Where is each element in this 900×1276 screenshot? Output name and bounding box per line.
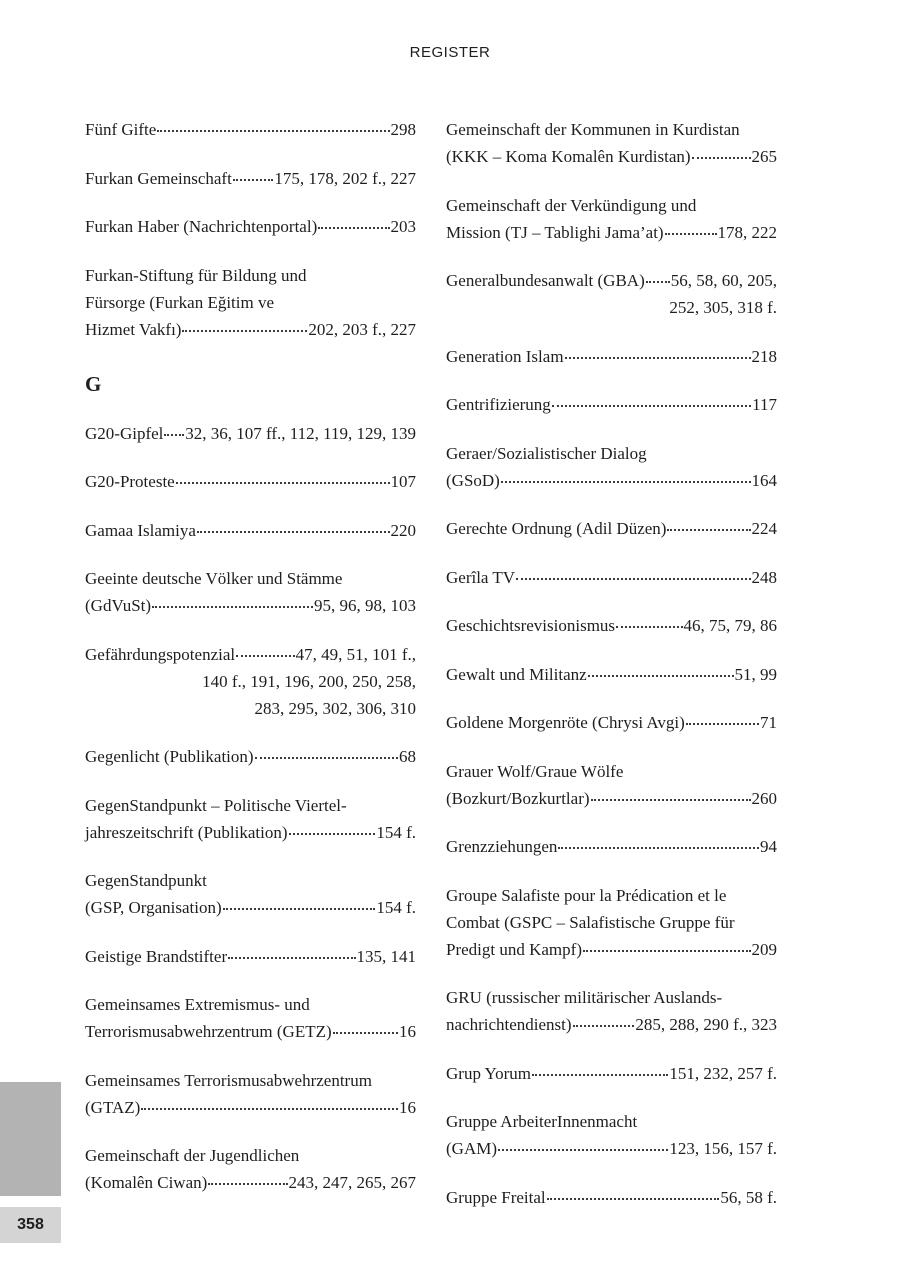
index-term: Gentrifizierung (446, 395, 551, 414)
index-term: Gamaa Islamiya (85, 520, 196, 540)
page-references: 151, 232, 257 f. (669, 1063, 777, 1083)
index-entry-line (85, 468, 416, 495)
index-entry-line (85, 743, 416, 770)
index-term: GegenStandpunkt (85, 871, 207, 890)
page-references: 164 (751, 470, 777, 490)
index-entry-line (85, 116, 416, 143)
index-entry-line (446, 391, 777, 418)
index-term: Fürsorge (Furkan Eğitim ve (85, 292, 275, 312)
index-term: Gemeinsames Extremismus- und (85, 995, 310, 1014)
index-entry-line (85, 641, 416, 668)
index-term: (GdVuSt) (85, 596, 152, 615)
index-term: Furkan Gemeinschaft (85, 168, 232, 188)
index-entry (85, 792, 416, 846)
index-entry-line (85, 1094, 416, 1121)
leader-dots (665, 233, 717, 235)
page-references: 71 (760, 713, 777, 732)
left-entries-before (85, 116, 416, 343)
leader-dots (692, 157, 751, 159)
running-header: REGISTER (409, 44, 491, 61)
index-entry (446, 758, 777, 812)
leader-dots (583, 950, 751, 952)
index-term: (GTAZ) (85, 1097, 141, 1117)
thumb-index-tab (0, 1082, 61, 1196)
index-entry-line (85, 1169, 416, 1196)
page-references: 51, 99 (734, 664, 777, 684)
section-letter: G (85, 371, 102, 396)
leader-dots (289, 833, 376, 835)
index-entry-line (85, 517, 416, 544)
index-entry-line (446, 709, 777, 736)
index-entry-line (85, 819, 416, 846)
index-term: Gemeinschaft der Kommunen in Kurdistan (446, 120, 740, 139)
leader-dots (646, 281, 670, 283)
index-entry-line (85, 1067, 416, 1094)
page-references: 107 (390, 472, 416, 491)
index-term: Gemeinsames Terrorismusabwehrzentrum (85, 1070, 372, 1090)
index-term: Fünf Gifte (85, 120, 157, 139)
leader-dots (208, 1183, 287, 1185)
leader-dots (552, 405, 751, 407)
index-entry-line (446, 564, 777, 591)
index-term: Groupe Salafiste pour la Prédication et le (446, 885, 727, 905)
index-term: G20-Gipfel (85, 423, 164, 443)
index-entry-line (446, 984, 777, 1011)
index-entry (85, 165, 416, 192)
index-entry (446, 343, 777, 370)
index-entry-line (85, 289, 416, 316)
index-term: nachrichtendienst) (446, 1015, 572, 1034)
leader-dots (223, 908, 376, 910)
page-references: 283, 295, 302, 306, 310 (254, 698, 416, 718)
index-entry (85, 641, 416, 722)
leader-dots (565, 357, 751, 359)
right-column (446, 116, 777, 1232)
leader-dots (588, 675, 734, 677)
index-entry-line (446, 1135, 777, 1162)
index-entry-line (85, 943, 416, 970)
index-term: Gewalt und Militanz (446, 664, 587, 684)
page-references: 46, 75, 79, 86 (683, 616, 777, 635)
page-references: 56, 58 f. (720, 1187, 777, 1207)
index-entry-line (85, 991, 416, 1018)
index-entry-line (446, 1060, 777, 1087)
index-term: Gemeinschaft der Verkündigung und (446, 195, 697, 215)
leader-dots (516, 578, 750, 580)
index-entry-line (446, 192, 777, 219)
index-term: Furkan-Stiftung für Bildung und (85, 265, 307, 285)
index-entry (446, 1060, 777, 1087)
page-references: 298 (390, 120, 416, 139)
index-entry-line (85, 867, 416, 894)
index-term: Predigt und Kampf) (446, 939, 582, 959)
page-references: 154 f. (376, 822, 416, 842)
page-references: 95, 96, 98, 103 (314, 596, 416, 615)
leader-dots (333, 1032, 398, 1034)
index-entry (85, 743, 416, 770)
left-entries-after (85, 420, 416, 1197)
index-entry (85, 1142, 416, 1196)
index-entry (446, 564, 777, 591)
index-entry (85, 420, 416, 447)
index-entry (446, 709, 777, 736)
leader-dots (501, 481, 751, 483)
index-entry (446, 391, 777, 418)
leader-dots (182, 330, 307, 332)
index-term: Geeinte deutsche Völker und Stämme (85, 569, 343, 588)
index-term: Geraer/Sozialistischer Dialog (446, 443, 647, 463)
index-term: (GSP, Organisation) (85, 898, 222, 917)
index-entry-line (446, 1108, 777, 1135)
leader-dots (197, 531, 390, 533)
index-term: Goldene Morgenröte (Chrysi Avgi) (446, 713, 685, 732)
index-term: Gegenlicht (Publikation) (85, 747, 254, 766)
index-entry-line (446, 440, 777, 467)
leader-dots (228, 957, 355, 959)
page-references: 265 (751, 147, 777, 166)
page-references: 56, 58, 60, 205, (670, 271, 777, 290)
leader-dots (236, 655, 294, 657)
page-references: 117 (752, 395, 777, 414)
index-entry-line (85, 262, 416, 289)
index-entry-line (446, 612, 777, 639)
index-entry (446, 612, 777, 639)
page-references: 285, 288, 290 f., 323 (635, 1015, 777, 1034)
page-references: 32, 36, 107 ff., 112, 119, 129, 139 (185, 423, 416, 443)
page-references: 224 (751, 519, 777, 538)
index-entry (85, 116, 416, 143)
leader-dots (498, 1149, 668, 1151)
index-term: GRU (russischer militärischer Auslands- (446, 988, 723, 1007)
page-references: 260 (751, 788, 777, 808)
page-references: 68 (399, 747, 416, 766)
index-entry-line (446, 1011, 777, 1038)
leader-dots (547, 1198, 720, 1200)
index-entry-line (446, 833, 777, 860)
page-references: 16 (399, 1022, 416, 1041)
index-term: Geistige Brandstifter (85, 946, 228, 966)
page-references: 16 (399, 1097, 416, 1117)
page-references: 202, 203 f., 227 (308, 319, 416, 339)
page-references: 140 f., 191, 196, 200, 250, 258, (202, 671, 416, 691)
index-entry (85, 517, 416, 544)
index-term: Furkan Haber (Nachrichtenportal) (85, 217, 318, 236)
index-term: Combat (GSPC – Salafistische Gruppe für (446, 912, 735, 932)
index-entry (446, 833, 777, 860)
index-term: Generalbundesanwalt (GBA) (446, 271, 645, 290)
index-entry-line (446, 143, 777, 170)
page-number: 358 (0, 1207, 61, 1243)
index-entry-line (446, 219, 777, 246)
index-entry-line (85, 420, 416, 447)
index-entry-line (85, 565, 416, 592)
index-entry (446, 1108, 777, 1162)
index-entry-line (85, 695, 416, 722)
index-entry (446, 1184, 777, 1211)
page-references: 175, 178, 202 f., 227 (274, 168, 416, 188)
index-entry-line (85, 1142, 416, 1169)
index-term: Gefährdungspotenzial (85, 644, 236, 664)
page-references: 123, 156, 157 f. (669, 1139, 777, 1158)
index-entry (85, 213, 416, 240)
right-entries (446, 116, 777, 1211)
leader-dots (532, 1074, 668, 1076)
page-references: 203 (390, 217, 416, 236)
index-term: (KKK – Koma Komalên Kurdistan) (446, 147, 691, 166)
index-entry (446, 515, 777, 542)
page-references: 248 (751, 567, 777, 587)
index-entry (85, 565, 416, 619)
index-entry-line (446, 467, 777, 494)
leader-dots (141, 1108, 398, 1110)
leader-dots (152, 606, 313, 608)
index-entry (446, 661, 777, 688)
index-term: Terrorismusabwehrzentrum (GETZ) (85, 1022, 332, 1041)
index-entry-line (85, 165, 416, 192)
leader-dots (616, 626, 682, 628)
index-entry (446, 440, 777, 494)
leader-dots (686, 723, 759, 725)
index-term: (GAM) (446, 1139, 497, 1158)
index-entry (446, 882, 777, 963)
index-term: (Bozkurt/Bozkurtlar) (446, 788, 590, 808)
index-entry (446, 267, 777, 321)
index-entry (85, 867, 416, 921)
index-entry (446, 192, 777, 246)
index-entry-line (85, 213, 416, 240)
index-entry-line (446, 758, 777, 785)
leader-dots (591, 799, 751, 801)
page-references: 94 (760, 837, 777, 856)
leader-dots (573, 1025, 635, 1027)
index-entry-line (85, 894, 416, 921)
index-entry-line (446, 267, 777, 294)
page-references: 178, 222 (717, 222, 777, 242)
index-entry (85, 943, 416, 970)
index-entry-line (85, 316, 416, 343)
index-term: jahreszeitschrift (Publikation) (85, 822, 288, 842)
index-term: Grenzziehungen (446, 837, 558, 856)
index-term: Gemeinschaft der Jugendlichen (85, 1146, 300, 1165)
page-references: 209 (751, 939, 777, 959)
index-entry (85, 1067, 416, 1121)
page-references: 243, 247, 265, 267 (288, 1173, 416, 1192)
leader-dots (255, 757, 398, 759)
index-term: Gerechte Ordnung (Adil Düzen) (446, 519, 667, 538)
leader-dots (157, 130, 389, 132)
index-entry (85, 468, 416, 495)
index-entry-line (446, 1184, 777, 1211)
index-entry-line (446, 936, 777, 963)
index-entry-line (446, 294, 777, 321)
index-entry-line (446, 661, 777, 688)
page-references: 218 (751, 346, 777, 366)
index-entry-line (85, 792, 416, 819)
index-term: Gruppe Freital (446, 1187, 546, 1207)
index-term: Grup Yorum (446, 1063, 532, 1083)
leader-dots (233, 179, 274, 181)
index-entry (85, 262, 416, 343)
index-entry-line (85, 1018, 416, 1045)
index-term: (Komalên Ciwan) (85, 1173, 208, 1192)
index-term: Grauer Wolf/Graue Wölfe (446, 761, 624, 781)
page-references: 47, 49, 51, 101 f., (295, 644, 416, 664)
page-references: 135, 141 (356, 946, 416, 966)
left-column (85, 116, 416, 1218)
index-entry-line (446, 785, 777, 812)
index-term: Generation Islam (446, 346, 564, 366)
index-entry-line (446, 882, 777, 909)
page-references: 252, 305, 318 f. (669, 298, 777, 317)
index-entry (446, 984, 777, 1038)
index-entry-line (446, 343, 777, 370)
index-term: Gruppe ArbeiterInnenmacht (446, 1112, 638, 1131)
page-references: 220 (390, 520, 416, 540)
index-term: Mission (TJ – Tablighi Jama’at) (446, 222, 664, 242)
index-entry-line (446, 515, 777, 542)
index-term: Geschichtsrevisionismus (446, 616, 616, 635)
index-entry (85, 991, 416, 1045)
index-entry-line (446, 909, 777, 936)
index-term: G20-Proteste (85, 472, 175, 491)
index-term: GegenStandpunkt – Politische Viertel- (85, 795, 347, 815)
index-entry (446, 116, 777, 170)
index-entry-line (446, 116, 777, 143)
index-term: (GSoD) (446, 470, 500, 490)
leader-dots (558, 847, 759, 849)
leader-dots (667, 529, 750, 531)
leader-dots (318, 227, 389, 229)
leader-dots (164, 434, 184, 436)
index-term: Gerîla TV (446, 567, 516, 587)
leader-dots (176, 482, 390, 484)
index-entry-line (85, 668, 416, 695)
page-references: 154 f. (376, 898, 416, 917)
index-entry-line (85, 592, 416, 619)
index-term: Hizmet Vakfı) (85, 319, 182, 339)
